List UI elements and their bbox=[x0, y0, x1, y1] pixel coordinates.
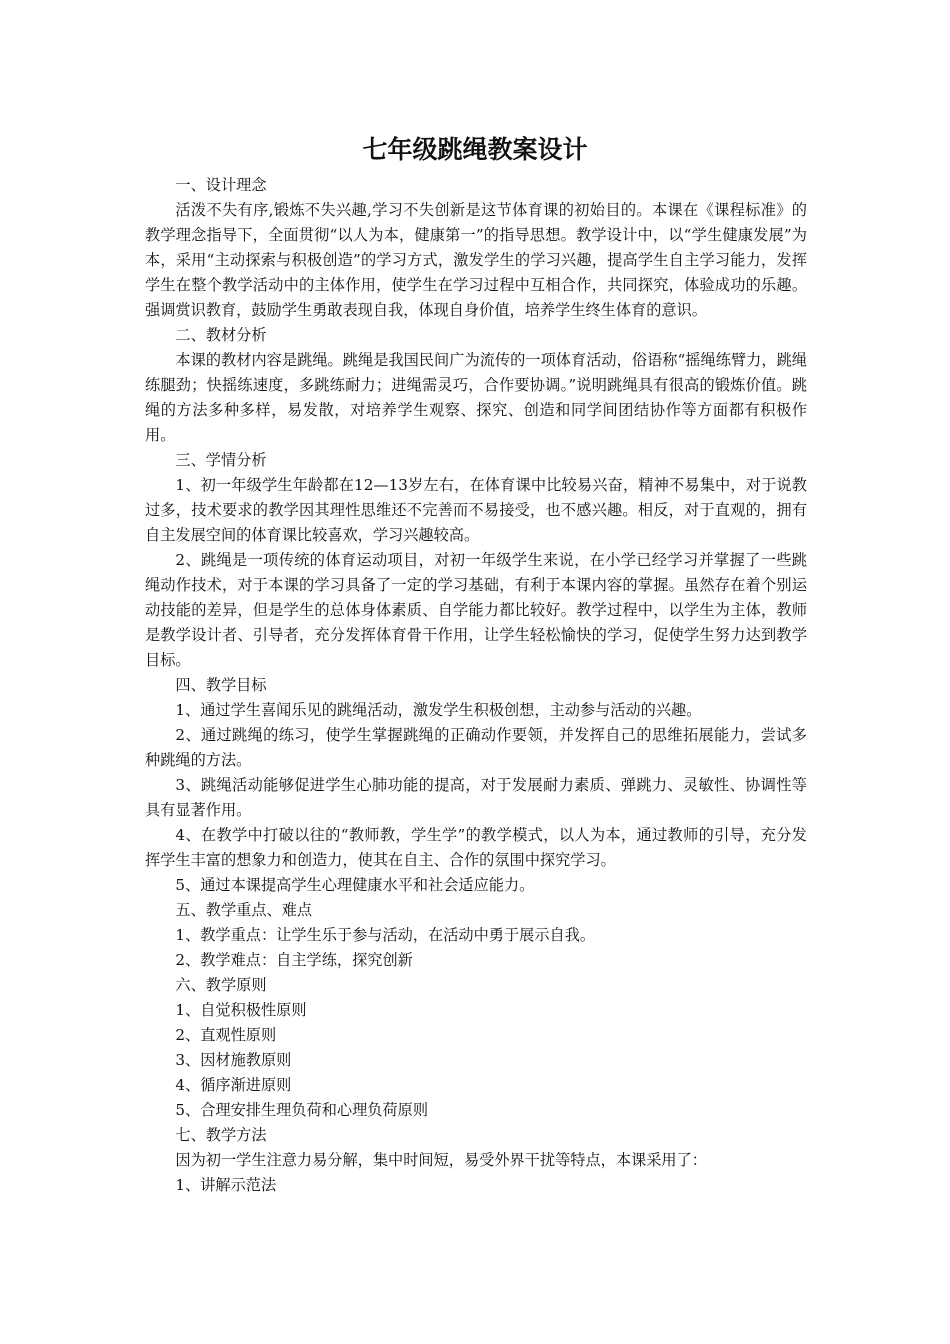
paragraph-student-analysis-1: 1、初一年级学生年龄都在12—13岁左右，在体育课中比较易兴奋，精神不易集中，对于说教过多，技术要求的教学因其理性思维还不完善而不易接受，也不感兴趣。相反，对于直观的，拥有自主发展空间的体育课比较喜欢，学习兴趣较高。 bbox=[145, 476, 807, 544]
paragraph-student-analysis-2: 2、跳绳是一项传统的体育运动项目，对初一年级学生来说，在小学已经学习并掌握了一些跳绳动作技术，对于本课的学习具备了一定的学习基础，有利于本课内容的掌握。虽然存在着个别运动技能的差异，但是学生的总体身体素质、自学能力都比较好。教学过程中，以学生为主体，教师是教学设计者、引导者，充分发挥体育骨干作用，让学生轻松愉快的学习，促使学生努力达到教学目标。 bbox=[145, 551, 807, 669]
paragraph-design-concept: 活泼不失有序,锻炼不失兴趣,学习不失创新是这节体育课的初始目的。本课在《课程标准》的教学理念指导下，全面贯彻“以人为本，健康第一”的指导思想。教学设计中，以“学生健康发展”为本，采用“主动探索与积极创造”的学习方式，激发学生的学习兴趣，提高学生自主学习能力，发挥学生在整个教学活动中的主体作用，使学生在学习过程中互相合作，共同探究，体验成功的乐趣。强调赏识教育，鼓励学生勇敢表现自我，体现自身价值，培养学生终生体育的意识。 bbox=[145, 201, 807, 319]
goal-item-2: 2、通过跳绳的练习，使学生掌握跳绳的正确动作要领，并发挥自己的思维拓展能力，尝试多种跳绳的方法。 bbox=[145, 726, 807, 769]
difficulty-item: 2、教学难点：自主学练，探究创新 bbox=[175, 951, 413, 969]
document-body bbox=[145, 173, 807, 1198]
key-point-item: 1、教学重点：让学生乐于参与活动，在活动中勇于展示自我。 bbox=[175, 926, 596, 944]
principle-item-5: 5、合理安排生理负荷和心理负荷原则 bbox=[175, 1101, 429, 1119]
paragraph-teaching-methods: 因为初一学生注意力易分解，集中时间短，易受外界干扰等特点，本课采用了： bbox=[175, 1151, 707, 1169]
heading-teaching-methods: 七、教学方法 bbox=[175, 1126, 267, 1144]
heading-teaching-goals: 四、教学目标 bbox=[175, 676, 267, 694]
document-title: 七年级跳绳教案设计 bbox=[362, 135, 588, 164]
goal-item-5: 5、通过本课提高学生心理健康水平和社会适应能力。 bbox=[175, 876, 535, 894]
heading-student-analysis: 三、学情分析 bbox=[175, 451, 267, 469]
heading-material-analysis: 二、教材分析 bbox=[175, 326, 267, 344]
heading-design-concept: 一、设计理念 bbox=[175, 176, 267, 194]
heading-teaching-principles: 六、教学原则 bbox=[175, 976, 267, 994]
principle-item-2: 2、直观性原则 bbox=[175, 1026, 277, 1044]
goal-item-1: 1、通过学生喜闻乐见的跳绳活动，激发学生积极创想，主动参与活动的兴趣。 bbox=[175, 701, 702, 719]
paragraph-material-analysis: 本课的教材内容是跳绳。跳绳是我国民间广为流传的一项体育活动，俗语称“摇绳练臂力，跳绳练腿劲；快摇练速度，多跳练耐力；进绳需灵巧，合作要协调。”说明跳绳具有很高的锻炼价值。跳绳的方法多种多样，易发散，对培养学生观察、探究、创造和同学间团结协作等方面都有积极作用。 bbox=[145, 351, 807, 444]
heading-key-points: 五、教学重点、难点 bbox=[175, 901, 313, 919]
goal-item-4: 4、在教学中打破以往的“教师教，学生学”的教学模式，以人为本，通过教师的引导，充分发挥学生丰富的想象力和创造力，使其在自主、合作的氛围中探究学习。 bbox=[145, 826, 807, 869]
goal-item-3: 3、跳绳活动能够促进学生心肺功能的提高，对于发展耐力素质、弹跳力、灵敏性、协调性等具有显著作用。 bbox=[145, 776, 807, 819]
principle-item-4: 4、循序渐进原则 bbox=[175, 1076, 292, 1094]
method-item-1: 1、讲解示范法 bbox=[175, 1176, 277, 1194]
principle-item-3: 3、因材施教原则 bbox=[175, 1051, 292, 1069]
principle-item-1: 1、自觉积极性原则 bbox=[175, 1001, 307, 1019]
